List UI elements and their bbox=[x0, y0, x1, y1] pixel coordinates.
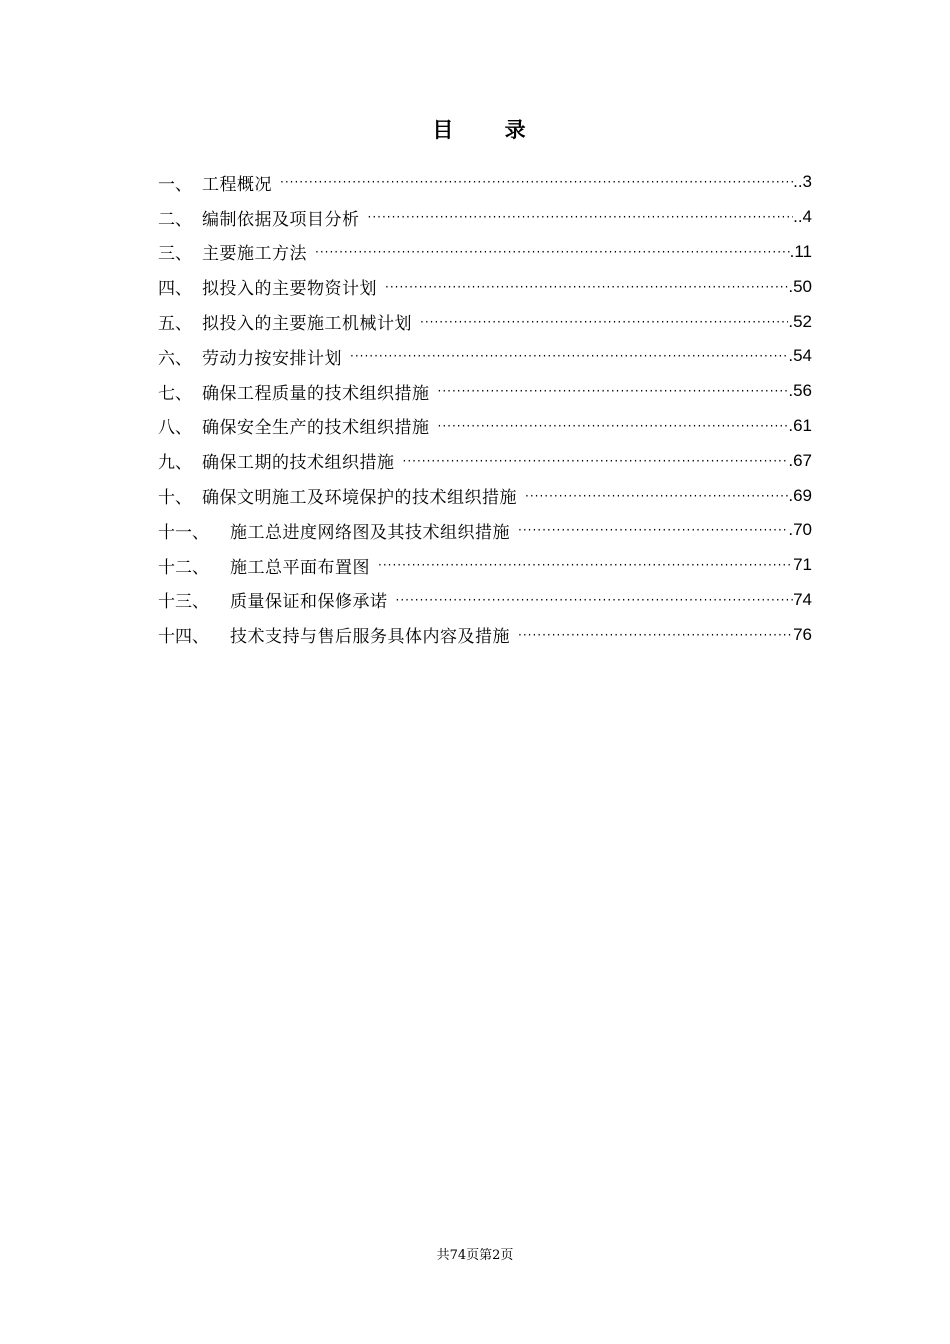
toc-entry[interactable] bbox=[158, 200, 812, 235]
page-footer: 共74页第2页 bbox=[436, 1248, 514, 1263]
toc-entry-title: 确保工程质量的技术组织措施 bbox=[202, 383, 430, 404]
toc-leader-dots bbox=[280, 173, 793, 191]
toc-leader-dots bbox=[385, 278, 788, 296]
toc-leader-dots bbox=[396, 591, 794, 609]
toc-entry[interactable] bbox=[158, 339, 812, 374]
toc-entry[interactable] bbox=[158, 304, 812, 339]
toc-entry-number: 四、 bbox=[158, 279, 192, 300]
toc-entry-number: 十四、 bbox=[158, 627, 209, 648]
toc-entry-number: 十二、 bbox=[158, 557, 209, 578]
toc-entry-number: 二、 bbox=[158, 209, 192, 230]
toc-leader-dots bbox=[350, 347, 788, 365]
toc-entry-number: 八、 bbox=[158, 418, 192, 439]
toc-entry-title: 工程概况 bbox=[202, 174, 272, 195]
toc-entry[interactable] bbox=[158, 443, 812, 478]
toc-entry-page: .50 bbox=[788, 276, 812, 296]
toc-entry-number: 十一、 bbox=[158, 522, 209, 543]
toc-leader-dots bbox=[378, 556, 793, 574]
toc-entry-title: 质量保证和保修承诺 bbox=[230, 592, 388, 613]
toc-entry-page: 76 bbox=[793, 624, 812, 644]
toc-entry[interactable] bbox=[158, 583, 812, 618]
toc-entry-page: .69 bbox=[788, 485, 812, 505]
toc-entry-title: 施工总进度网络图及其技术组织措施 bbox=[230, 522, 510, 543]
toc-entry[interactable] bbox=[158, 617, 812, 652]
table-of-contents bbox=[158, 165, 812, 652]
toc-entry-page: ..3 bbox=[793, 172, 812, 192]
toc-entry-title: 确保工期的技术组织措施 bbox=[202, 453, 395, 474]
toc-entry-page: .52 bbox=[788, 311, 812, 331]
toc-leader-dots bbox=[420, 313, 788, 331]
toc-entry[interactable] bbox=[158, 165, 812, 200]
toc-entry-title: 拟投入的主要物资计划 bbox=[202, 279, 377, 300]
toc-entry[interactable] bbox=[158, 374, 812, 409]
toc-entry[interactable] bbox=[158, 548, 812, 583]
toc-entry-page: .70 bbox=[788, 520, 812, 540]
toc-entry-title: 劳动力按安排计划 bbox=[202, 348, 342, 369]
toc-entry-page: .61 bbox=[788, 415, 812, 435]
toc-leader-dots bbox=[403, 452, 789, 470]
toc-entry-page: ..4 bbox=[793, 207, 812, 227]
toc-entry-number: 九、 bbox=[158, 453, 192, 474]
toc-entry-title: 确保文明施工及环境保护的技术组织措施 bbox=[202, 488, 517, 509]
toc-entry-page: .54 bbox=[788, 346, 812, 366]
page-title: 目 录 bbox=[432, 118, 548, 142]
toc-entry-number: 十三、 bbox=[158, 592, 209, 613]
toc-entry-number: 三、 bbox=[158, 244, 192, 265]
toc-entry-number: 五、 bbox=[158, 314, 192, 335]
toc-leader-dots bbox=[518, 521, 788, 539]
toc-entry-number: 一、 bbox=[158, 174, 192, 195]
toc-entry-page: 71 bbox=[793, 555, 812, 575]
toc-leader-dots bbox=[438, 417, 789, 435]
toc-leader-dots bbox=[438, 382, 789, 400]
toc-entry[interactable] bbox=[158, 409, 812, 444]
toc-entry-title: 编制依据及项目分析 bbox=[202, 209, 360, 230]
toc-entry-page: .67 bbox=[788, 450, 812, 470]
toc-leader-dots bbox=[368, 208, 794, 226]
toc-entry-page: .56 bbox=[788, 381, 812, 401]
toc-entry-title: 拟投入的主要施工机械计划 bbox=[202, 314, 412, 335]
toc-entry-number: 七、 bbox=[158, 383, 192, 404]
toc-entry[interactable] bbox=[158, 269, 812, 304]
toc-leader-dots bbox=[315, 243, 790, 261]
toc-entry-title: 施工总平面布置图 bbox=[230, 557, 370, 578]
toc-entry-page: 74 bbox=[793, 589, 812, 609]
toc-entry-title: 主要施工方法 bbox=[202, 244, 307, 265]
toc-entry[interactable] bbox=[158, 513, 812, 548]
toc-leader-dots bbox=[525, 487, 788, 505]
toc-entry-title: 确保安全生产的技术组织措施 bbox=[202, 418, 430, 439]
toc-entry[interactable] bbox=[158, 235, 812, 270]
toc-entry[interactable] bbox=[158, 478, 812, 513]
toc-entry-title: 技术支持与售后服务具体内容及措施 bbox=[230, 627, 510, 648]
toc-entry-page: .11 bbox=[789, 241, 812, 261]
toc-leader-dots bbox=[518, 626, 793, 644]
toc-entry-number: 六、 bbox=[158, 348, 192, 369]
toc-entry-number: 十、 bbox=[158, 488, 192, 509]
